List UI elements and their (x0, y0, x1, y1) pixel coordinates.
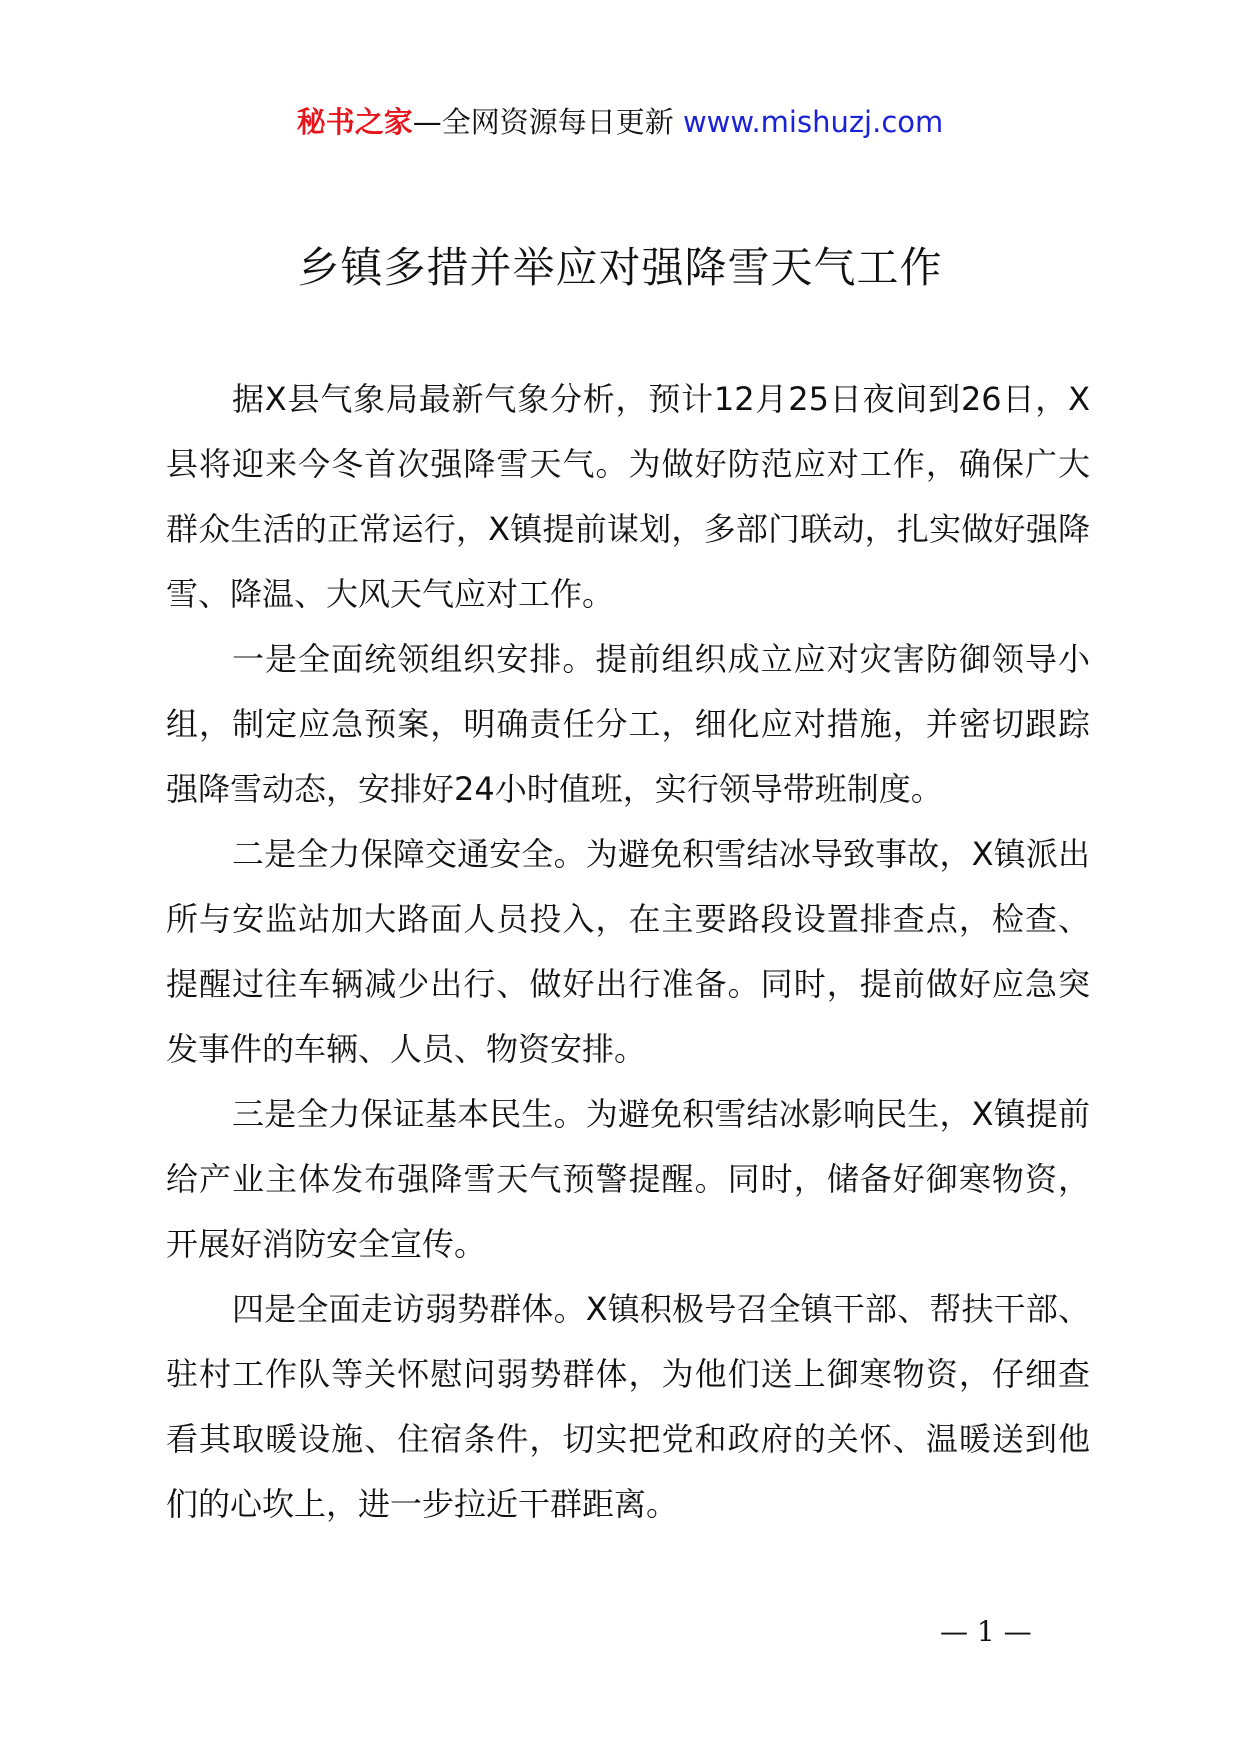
site-header (0, 100, 1240, 144)
paragraph-intro: 据X县气象局最新气象分析，预计12月25日夜间到26日，X县将迎来今冬首次强降雪天气。为做好防范应对工作，确保广大群众生活的正常运行，X镇提前谋划，多部门联动，扎实做好强降雪、降温、大风天气应对工作。 (166, 380, 1090, 613)
page-number: — 1 — (940, 1615, 1032, 1648)
paragraph-livelihood: 三是全力保证基本民生。为避免积雪结冰影响民生，X镇提前给产业主体发布强降雪天气预警提醒。同时，储备好御寒物资，开展好消防安全宣传。 (166, 1095, 1090, 1263)
site-brand: 秘书之家 (296, 105, 413, 139)
site-url-link[interactable]: www.mishuzj.com (682, 105, 944, 139)
paragraph-organization: 一是全面统领组织安排。提前组织成立应对灾害防御领导小组，制定应急预案，明确责任分工，细化应对措施，并密切跟踪强降雪动态，安排好24小时值班，实行领导带班制度。 (166, 640, 1090, 808)
site-slogan: —全网资源每日更新 (412, 105, 674, 139)
document-body (166, 367, 1090, 1537)
paragraph-traffic-safety: 二是全力保障交通安全。为避免积雪结冰导致事故，X镇派出所与安监站加大路面人员投入，在主要路段设置排查点，检查、提醒过往车辆减少出行、做好出行准备。同时，提前做好应急突发事件的车辆、人员、物资安排。 (166, 835, 1090, 1068)
document-title: 乡镇多措并举应对强降雪天气工作 (297, 243, 943, 292)
paragraph-vulnerable-groups: 四是全面走访弱势群体。X镇积极号召全镇干部、帮扶干部、驻村工作队等关怀慰问弱势群体，为他们送上御寒物资，仔细查看其取暖设施、住宿条件，切实把党和政府的关怀、温暖送到他们的心坎上，进一步拉近干群距离。 (166, 1290, 1090, 1523)
